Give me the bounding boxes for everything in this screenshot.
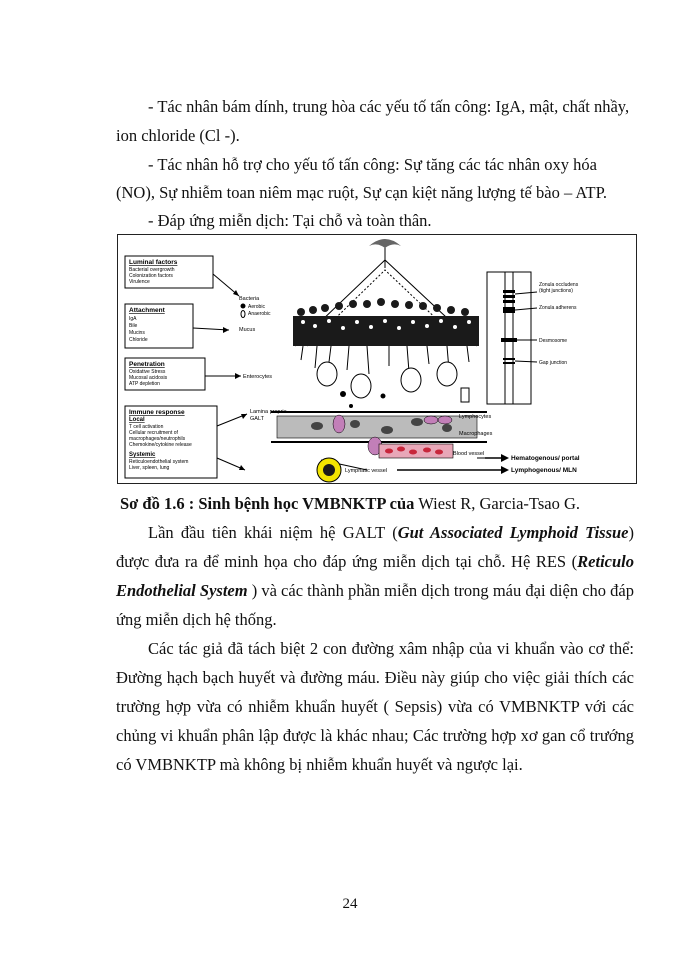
lymphogenous-label: Lymphogenous/ MLN bbox=[511, 467, 577, 474]
attachment-item: Mucins bbox=[129, 330, 145, 336]
attachment-item: Chloride bbox=[129, 337, 148, 343]
zonula-occludens-label: Zonula occludens bbox=[539, 282, 579, 288]
bullet-2-line-2: (NO), Sự nhiễm toan niêm mạc ruột, Sự cạn kiệt năng lượng tế bào – ATP. bbox=[116, 183, 608, 202]
zonula-adherens-label: Zonula adherens bbox=[539, 305, 577, 311]
attachment-item: IgA bbox=[129, 316, 137, 322]
bullet-1-line-1: - Tác nhân bám dính, trung hòa các yếu tố tấn công: IgA, mật, chất nhầy, bbox=[148, 97, 630, 116]
hematogenous-label: Hematogenous/ portal bbox=[511, 455, 580, 462]
para2-line3: trường hợp vừa có nhiễm khuẩn huyết ( Sepsis) vừa có VMBNKTP với các bbox=[116, 697, 634, 716]
macrophages-label: Macrophages bbox=[459, 431, 493, 437]
luminal-item: Virulence bbox=[129, 279, 150, 285]
junction-detail bbox=[487, 272, 537, 404]
junction-box bbox=[461, 388, 469, 402]
para1-line4: ứng miễn dịch hệ thống. bbox=[116, 610, 277, 629]
anaerobic-marker bbox=[241, 311, 245, 318]
enterocytes-label: Enterocytes bbox=[243, 374, 273, 380]
para1-line1: Lần đầu tiên khái niệm hệ GALT (Gut Associated Lymphoid Tissue) bbox=[148, 523, 634, 542]
attachment-box bbox=[125, 304, 193, 348]
immune-local: Local bbox=[129, 417, 145, 423]
para1-line2: được đưa ra để minh họa cho đáp ứng miễn dịch tại chỗ. Hệ RES (Reticulo bbox=[116, 552, 634, 571]
luminal-factors-box bbox=[125, 256, 213, 288]
gap-junction-label: Gap junction bbox=[539, 360, 568, 366]
bullet-3-line-1: - Đáp ứng miễn dịch: Tại chỗ và toàn thân. bbox=[148, 211, 432, 230]
bacteria-label: Bacteria bbox=[239, 296, 260, 302]
immune-item: Liver, spleen, lung bbox=[129, 465, 170, 471]
para2-line5: có VMBNKTP mà không bị nhiễm khuẩn huyết và ngược lại. bbox=[116, 755, 523, 774]
blood-vessel bbox=[379, 444, 453, 458]
bullet-2-line-1: - Tác nhân hỗ trợ cho yếu tố tấn công: Sự tăng các tác nhân oxy hóa bbox=[148, 155, 597, 174]
luminal-item: Bacterial overgrowth bbox=[129, 267, 175, 273]
immune-item: Reticuloendothelial system bbox=[129, 459, 189, 465]
tight-junctions-label: (tight junctions) bbox=[539, 288, 573, 294]
immune-response-box bbox=[125, 406, 217, 478]
figure-caption bbox=[0, 494, 700, 514]
page-number: 24 bbox=[342, 896, 358, 912]
immune-item: Chemokine/cytokine release bbox=[129, 442, 192, 448]
penetration-item: ATP depletion bbox=[129, 381, 160, 387]
aerobic-marker bbox=[241, 304, 246, 309]
galt-label: GALT bbox=[250, 416, 264, 422]
aerobic-label: Aerobic bbox=[248, 304, 265, 310]
lamina-propria-label: Lamina propria bbox=[250, 409, 287, 415]
bullet-1-line-2: ion chloride (Cl -). bbox=[116, 126, 240, 145]
penetration-box bbox=[125, 358, 205, 390]
immune-systemic: Systemic bbox=[129, 452, 156, 458]
blood-vessel-label: Blood vessel bbox=[453, 451, 485, 457]
luminal-item: Colonization factors bbox=[129, 273, 173, 279]
penetration-title: Penetration bbox=[129, 361, 165, 368]
para2-line1: Các tác giả đã tách biệt 2 con đường xâm nhập của vi khuẩn vào cơ thể: bbox=[148, 639, 634, 658]
attachment-item: Bile bbox=[129, 323, 138, 329]
para1-line3: Endothelial System ) và các thành phần miễn dịch trong máu đại diện cho đáp bbox=[116, 581, 634, 600]
para2-line4: chủng vi khuẩn phân lập được là khác nhau; Các trường hợp xơ gan cổ trướng bbox=[116, 726, 634, 745]
luminal-title: Luminal factors bbox=[129, 259, 178, 266]
para2-line2: Đường hạch bạch huyết và đường máu. Điều này giúp cho việc giải thích các bbox=[116, 668, 634, 687]
penetration-item: Mucosal acidosis bbox=[129, 375, 168, 381]
immune-title: Immune response bbox=[129, 409, 185, 416]
immune-item: T cell activation bbox=[129, 424, 164, 430]
anaerobic-label: Anaerobic bbox=[248, 311, 271, 317]
penetration-item: Oxidative Stress bbox=[129, 369, 166, 375]
desmosome-label: Desmosome bbox=[539, 338, 568, 344]
lymphatic-vessel-label: Lymphatic vessel bbox=[345, 468, 387, 474]
mucus-label: Mucus bbox=[239, 327, 256, 333]
attachment-title: Attachment bbox=[129, 307, 165, 314]
immune-item: macrophages/neutrophils bbox=[129, 436, 186, 442]
lymphocytes-label: Lymphocytes bbox=[459, 414, 492, 420]
caption-authors: Wiest R, Garcia-Tsao G. bbox=[414, 494, 581, 513]
lamina-propria bbox=[271, 412, 487, 442]
caption-bold: Sơ đồ 1.6 : Sinh bệnh học VMBNKTP của bbox=[119, 494, 415, 513]
pathogenesis-diagram bbox=[117, 234, 637, 484]
immune-item: Cellular recruitment of bbox=[129, 430, 178, 436]
